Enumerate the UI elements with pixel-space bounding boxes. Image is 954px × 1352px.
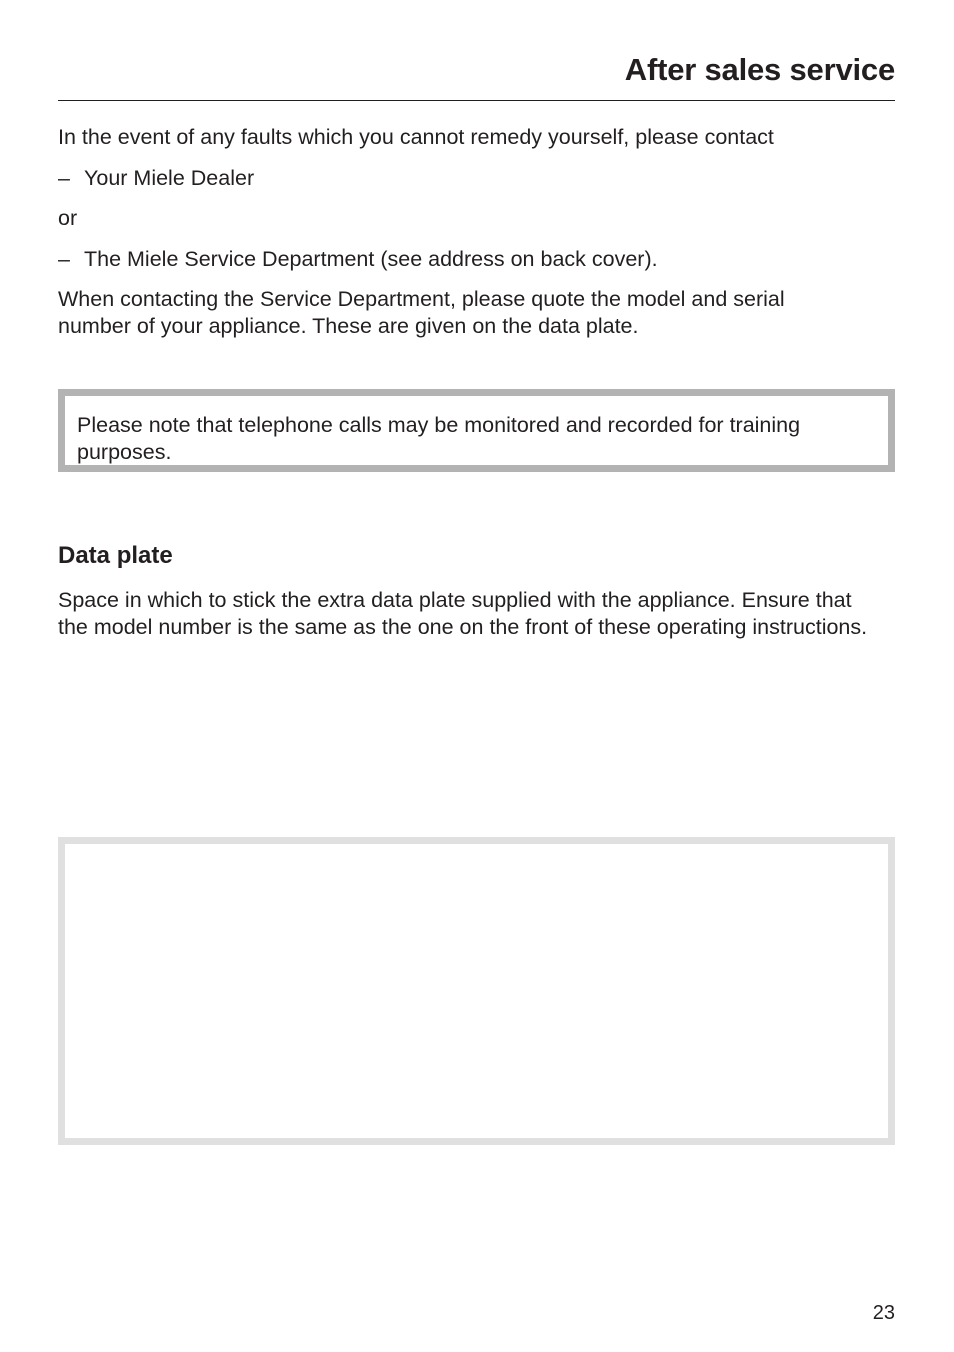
intro-paragraph: In the event of any faults which you cannot remedy yourself, please contact: [58, 125, 774, 149]
contact-item-dealer-label: Your Miele Dealer: [84, 166, 255, 190]
page-title: After sales service: [624, 52, 895, 87]
title-divider: [58, 100, 895, 101]
data-plate-paragraph: Space in which to stick the extra data plate supplied with the appliance. Ensure that the model number is the same as the one on the front of these operating instructions.: [58, 588, 868, 639]
dash-bullet: –: [58, 247, 70, 271]
contact-info-paragraph: When contacting the Service Department, please quote the model and serial number of your appliance. These are given on the data plate.: [58, 287, 785, 338]
section-heading-data-plate: Data plate: [58, 542, 173, 569]
contact-item-dealer: [58, 165, 254, 192]
note-box: [58, 389, 895, 472]
contact-item-service: [58, 246, 658, 273]
or-text: or: [58, 206, 78, 230]
page-number: 23: [872, 1302, 895, 1324]
data-plate-space: [58, 837, 895, 1145]
contact-item-service-label: The Miele Service Department (see address on back cover).: [84, 247, 658, 271]
dash-bullet: –: [58, 166, 70, 190]
note-text: Please note that telephone calls may be monitored and recorded for training purposes.: [77, 413, 801, 464]
